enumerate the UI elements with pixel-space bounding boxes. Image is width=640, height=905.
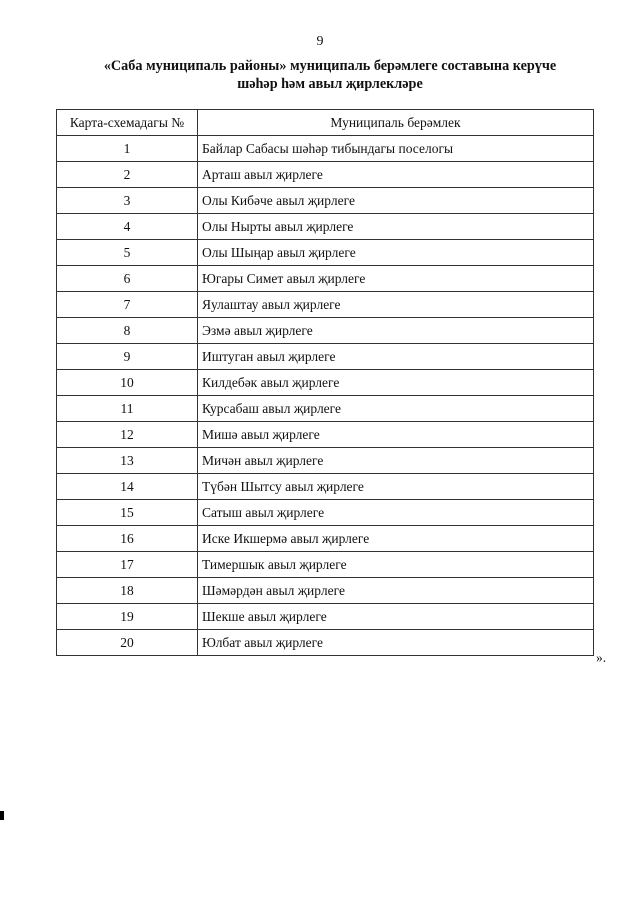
table-row	[57, 500, 594, 526]
table-row	[57, 474, 594, 500]
table-row	[57, 318, 594, 344]
municipality-name: Түбән Шытсу авыл җирлеге	[198, 474, 594, 500]
row-number: 7	[57, 292, 198, 318]
row-number: 6	[57, 266, 198, 292]
table-row	[57, 188, 594, 214]
municipality-name: Олы Шыңар авыл җирлеге	[198, 240, 594, 266]
row-number: 12	[57, 422, 198, 448]
municipality-name: Шәмәрдән авыл җирлеге	[198, 578, 594, 604]
table-row	[57, 162, 594, 188]
municipality-name: Иске Икшермә авыл җирлеге	[198, 526, 594, 552]
municipality-name: Мичән авыл җирлеге	[198, 448, 594, 474]
municipalities-table	[56, 109, 594, 656]
table-row	[57, 604, 594, 630]
municipality-name: Иштуган авыл җирлеге	[198, 344, 594, 370]
header-municipality: Муниципаль берәмлек	[198, 110, 594, 136]
title-line-1: «Саба муниципаль районы» муниципаль берәмлеге составына керүче	[103, 58, 557, 74]
municipality-name: Тимершык авыл җирлеге	[198, 552, 594, 578]
municipality-name: Яулаштау авыл җирлеге	[198, 292, 594, 318]
table-row	[57, 630, 594, 656]
row-number: 2	[57, 162, 198, 188]
table-row	[57, 344, 594, 370]
row-number: 16	[57, 526, 198, 552]
table-row	[57, 396, 594, 422]
table-row	[57, 578, 594, 604]
row-number: 15	[57, 500, 198, 526]
municipality-name: Байлар Сабасы шәһәр тибындагы поселогы	[198, 136, 594, 162]
municipality-name: Арташ авыл җирлеге	[198, 162, 594, 188]
row-number: 1	[57, 136, 198, 162]
municipality-name: Килдебәк авыл җирлеге	[198, 370, 594, 396]
table-row	[57, 292, 594, 318]
document-title	[70, 57, 590, 93]
row-number: 14	[57, 474, 198, 500]
table-body	[57, 136, 594, 656]
municipality-name: Сатыш авыл җирлеге	[198, 500, 594, 526]
table-row	[57, 370, 594, 396]
row-number: 4	[57, 214, 198, 240]
closing-quote: ».	[596, 650, 607, 665]
title-line-2: шәһәр һәм авыл җирлекләре	[237, 76, 423, 92]
municipality-name: Юлбат авыл җирлеге	[198, 630, 594, 656]
row-number: 3	[57, 188, 198, 214]
scan-mark	[0, 811, 4, 820]
municipality-name: Олы Нырты авыл җирлеге	[198, 214, 594, 240]
municipality-name: Эзмә авыл җирлеге	[198, 318, 594, 344]
row-number: 5	[57, 240, 198, 266]
municipality-name: Мишә авыл җирлеге	[198, 422, 594, 448]
table-row	[57, 240, 594, 266]
row-number: 9	[57, 344, 198, 370]
row-number: 13	[57, 448, 198, 474]
table-row	[57, 136, 594, 162]
row-number: 18	[57, 578, 198, 604]
table-row	[57, 422, 594, 448]
municipality-name: Шекше авыл җирлеге	[198, 604, 594, 630]
row-number: 11	[57, 396, 198, 422]
municipality-name: Югары Симет авыл җирлеге	[198, 266, 594, 292]
municipality-name: Курсабаш авыл җирлеге	[198, 396, 594, 422]
table-row	[57, 266, 594, 292]
row-number: 8	[57, 318, 198, 344]
row-number: 20	[57, 630, 198, 656]
table-row	[57, 448, 594, 474]
row-number: 10	[57, 370, 198, 396]
table-row	[57, 552, 594, 578]
page-number: 9	[316, 34, 324, 49]
row-number: 19	[57, 604, 198, 630]
row-number: 17	[57, 552, 198, 578]
header-map-number: Карта-схемадагы №	[57, 110, 198, 136]
table-row	[57, 214, 594, 240]
municipality-name: Олы Кибәче авыл җирлеге	[198, 188, 594, 214]
table-header-row	[57, 110, 594, 136]
table-row	[57, 526, 594, 552]
